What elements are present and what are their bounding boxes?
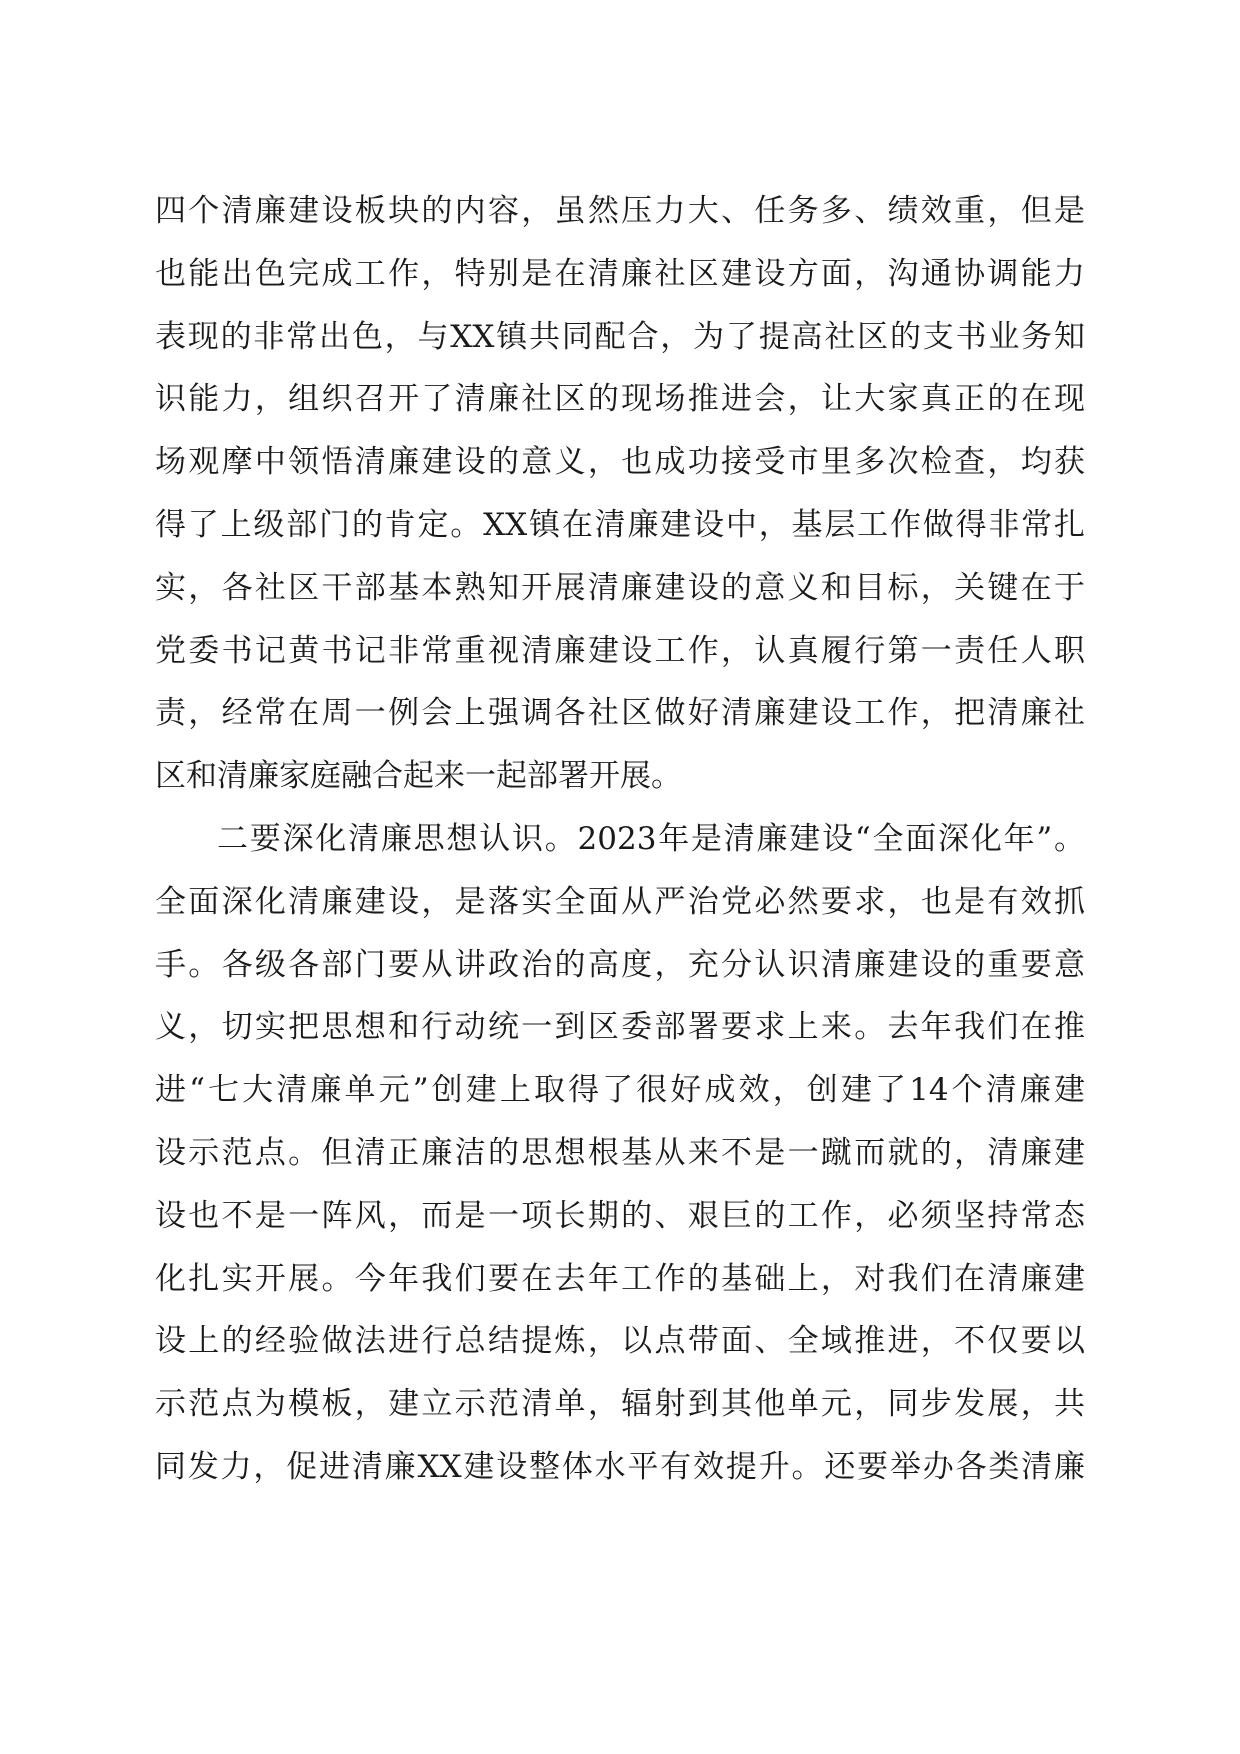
text-line: 场观摩中领悟清廉建设的意义，也成功接受市里多次检查，均获 (155, 444, 1085, 481)
text-line: 实，各社区干部基本熟知开展清廉建设的意义和目标，关键在于 (155, 569, 1085, 606)
text-line: 得了上级部门的肯定。XX镇在清廉建设中，基层工作做得非常扎 (155, 506, 1085, 543)
text-line: 示范点为模板，建立示范清单，辐射到其他单元，同步发展，共 (155, 1386, 1085, 1423)
text-line: 责，经常在周一例会上强调各社区做好清廉建设工作，把清廉社 (155, 695, 1085, 732)
text-line: 表现的非常出色，与XX镇共同配合，为了提高社区的支书业务知 (155, 318, 1085, 355)
text-line: 化扎实开展。今年我们要在去年工作的基础上，对我们在清廉建 (155, 1260, 1085, 1297)
paragraph-start-line: 二要深化清廉思想认识。2023年是清廉建设“全面深化年”。 (217, 820, 1085, 857)
text-line: 识能力，组织召开了清廉社区的现场推进会，让大家真正的在现 (155, 381, 1085, 418)
text-line: 四个清廉建设板块的内容，虽然压力大、任务多、绩效重，但是 (155, 193, 1085, 229)
text-line: 手。各级各部门要从讲政治的高度，充分认识清廉建设的重要意 (155, 946, 1085, 983)
text-line: 义，切实把思想和行动统一到区委部署要求上来。去年我们在推 (155, 1009, 1085, 1046)
text-line: 同发力，促进清廉XX建设整体水平有效提升。还要举办各类清廉 (155, 1448, 1085, 1485)
paragraph-end-line: 区和清廉家庭融合起来一起部署开展。 (155, 758, 682, 795)
text-line: 设也不是一阵风，而是一项长期的、艰巨的工作，必须坚持常态 (155, 1197, 1085, 1234)
body-text (155, 180, 1085, 1499)
text-line: 设示范点。但清正廉洁的思想根基从来不是一蹴而就的，清廉建 (155, 1134, 1085, 1171)
text-line: 党委书记黄书记非常重视清廉建设工作，认真履行第一责任人职 (155, 632, 1085, 669)
text-line: 设上的经验做法进行总结提炼，以点带面、全域推进，不仅要以 (155, 1323, 1085, 1360)
text-line: 全面深化清廉建设，是落实全面从严治党必然要求，也是有效抓 (155, 883, 1085, 920)
text-line: 进“七大清廉单元”创建上取得了很好成效，创建了14个清廉建 (155, 1072, 1085, 1109)
text-line: 也能出色完成工作，特别是在清廉社区建设方面，沟通协调能力 (155, 255, 1085, 292)
